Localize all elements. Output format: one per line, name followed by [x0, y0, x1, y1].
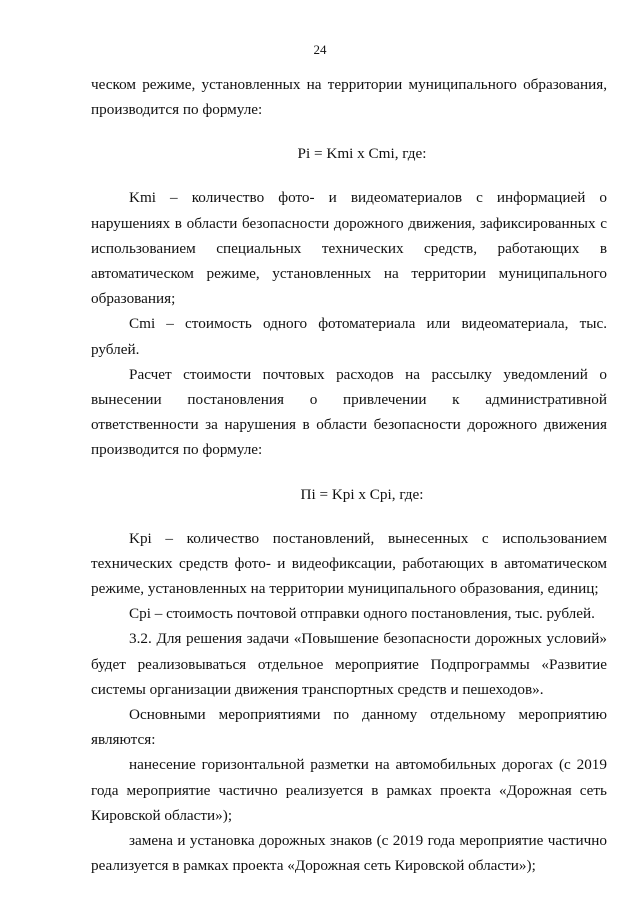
paragraph-kmi-definition: Kmi – количество фото- и видеоматериалов с информацией о нарушениях в области безопасности дорожного движения, зафиксированных с использованием специальных технических средств, работающих в автоматическом режиме, установленных на территории муниципального образования;	[91, 189, 607, 308]
paragraph-main-activities: Основными мероприятиями по данному отдельному мероприятию являются:	[91, 706, 607, 749]
paragraph-continuation: ческом режиме, установленных на территории муниципального образования, производится по формуле:	[91, 76, 607, 119]
paragraph-cmi-definition: Cmi – стоимость одного фотоматериала или видеоматериала, тыс. рублей.	[91, 315, 607, 358]
formula-pi: Pi = Kmi x Cmi, где:	[297, 145, 427, 163]
document-body	[91, 72, 607, 878]
page-number: 24	[313, 42, 327, 57]
paragraph-section-3-2: 3.2. Для решения задачи «Повышение безопасности дорожных условий» будет реализовываться отдельное мероприятие Подпрограммы «Развитие системы организации движения транспортных средств и пешеходов».	[91, 630, 607, 698]
list-item-road-marking: нанесение горизонтальной разметки на автомобильных дорогах (с 2019 года мероприятие частично реализуется в рамках проекта «Дорожная сеть Кировской области»);	[91, 756, 607, 824]
paragraph-kpi-definition: Kpi – количество постановлений, вынесенных с использованием технических средств фото- и видеофиксации, работающих в автоматическом режиме, установленных на территории муниципального образования, единиц;	[91, 529, 607, 598]
formula-pi-postal: Пi = Kpi x Cpi, где:	[300, 485, 424, 503]
paragraph-cpi-definition: Cpi – стоимость почтовой отправки одного постановления, тыс. рублей.	[129, 605, 595, 623]
list-item-road-signs: замена и установка дорожных знаков (с 2019 года мероприятие частично реализуется в рамках проекта «Дорожная сеть Кировской области»);	[91, 832, 607, 875]
paragraph-postal-cost: Расчет стоимости почтовых расходов на рассылку уведомлений о вынесении постановления о привлечении к административной ответственности за нарушения в области безопасности дорожного движения производится по формуле:	[91, 365, 607, 459]
